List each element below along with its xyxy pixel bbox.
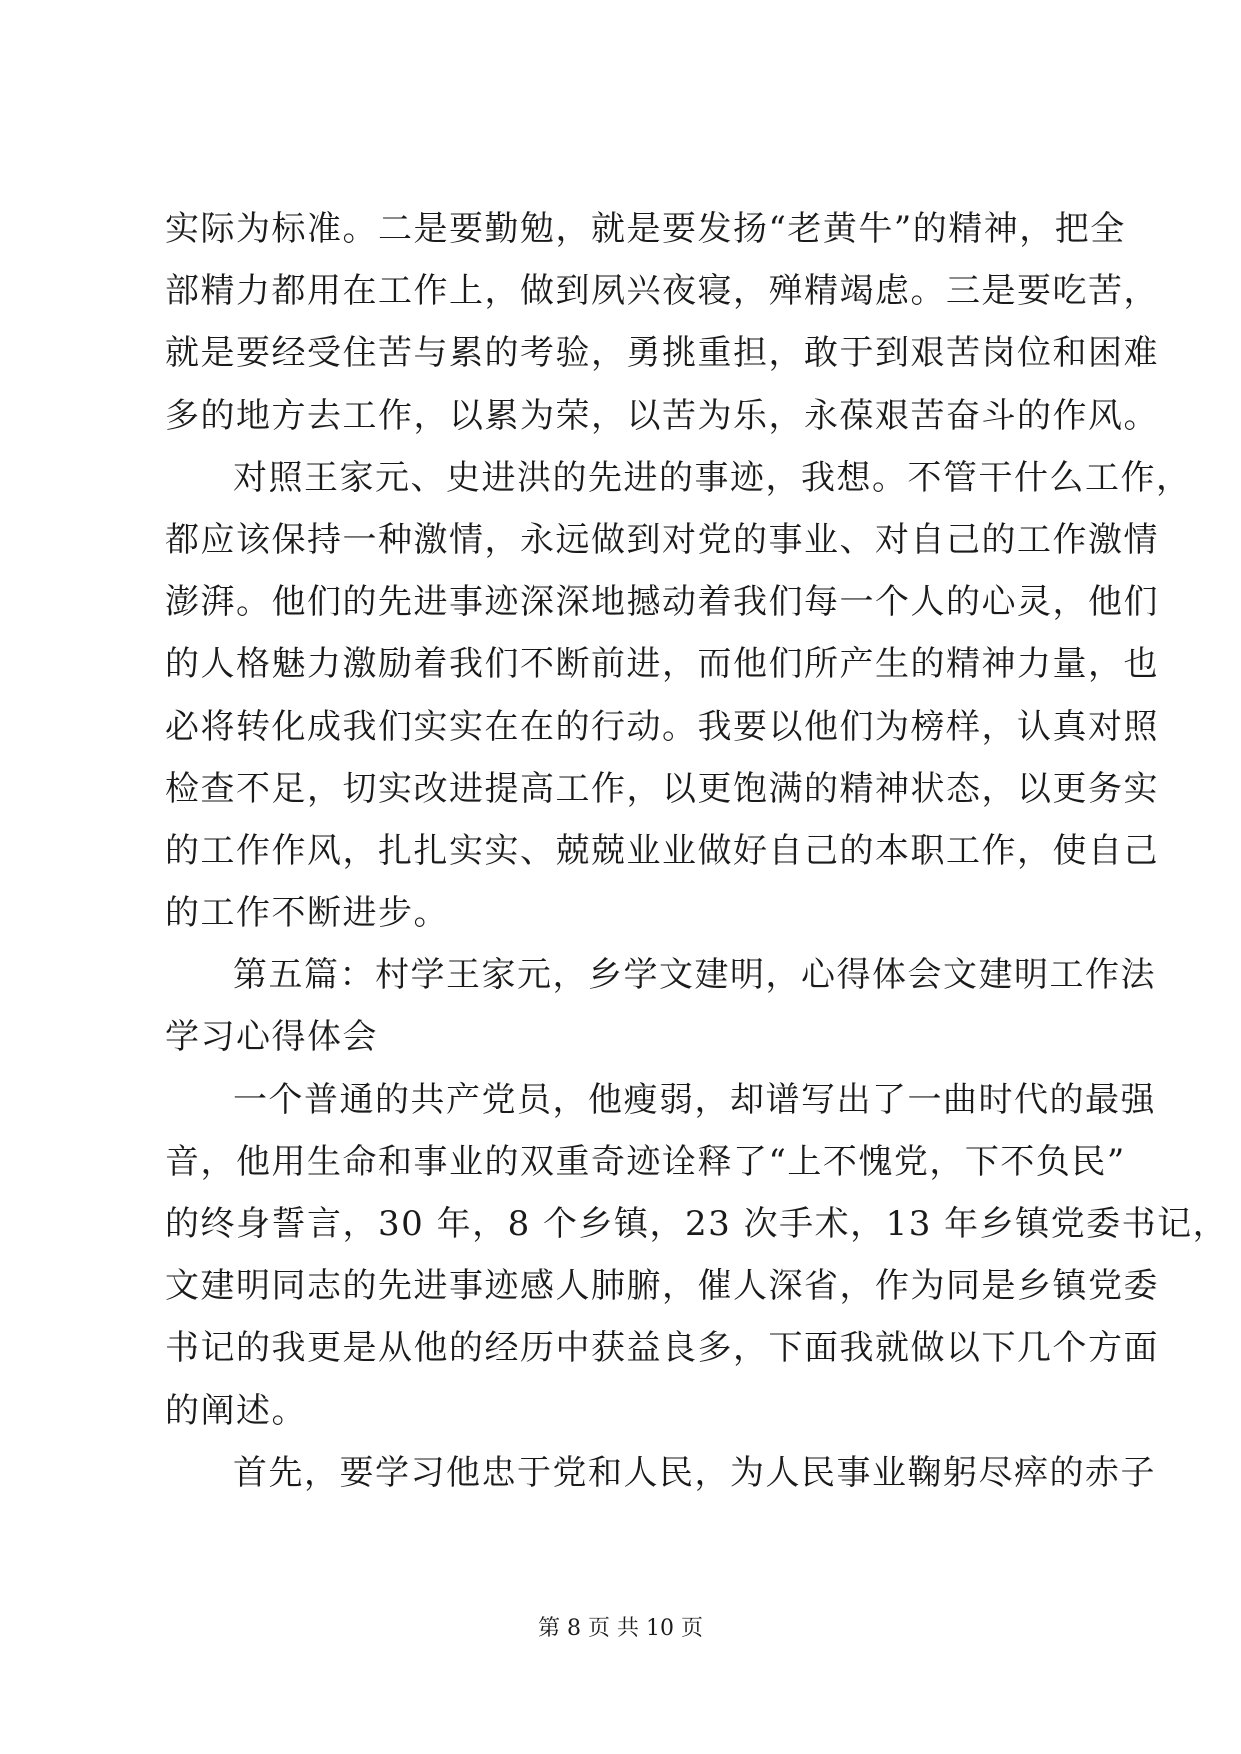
section-heading: 第五篇：村学王家元，乡学文建明，心得体会文建明工作法 [233,955,1156,996]
paragraph-first-line: 一个普通的共产党员，他瘦弱，却谱写出了一曲时代的最强 [233,1079,1156,1120]
section-heading-continued: 学习心得体会 [165,1017,378,1058]
text-line: 部精力都用在工作上，做到夙兴夜寝，殚精竭虑。三是要吃苦， [165,271,1159,312]
text-line: 多的地方去工作，以累为荣，以苦为乐，永葆艰苦奋斗的作风。 [165,395,1159,436]
text-line: 书记的我更是从他的经历中获益良多，下面我就做以下几个方面 [165,1328,1159,1369]
page-number-footer: 第 8 页 共 10 页 [538,1616,703,1641]
text-line: 必将转化成我们实实在在的行动。我要以他们为榜样，认真对照 [165,706,1159,747]
text-line: 澎湃。他们的先进事迹深深地撼动着我们每一个人的心灵，他们 [165,582,1159,623]
text-line: 的终身誓言，30 年，8 个乡镇，23 次手术，13 年乡镇党委书记， [165,1204,1229,1244]
text-line: 就是要经受住苦与累的考验，勇挑重担，敢于到艰苦岗位和困难 [165,333,1159,374]
text-line: 的阐述。 [165,1390,307,1431]
text-line: 检查不足，切实改进提高工作，以更饱满的精神状态，以更务实 [165,768,1159,809]
text-line: 音，他用生命和事业的双重奇迹诠释了“上不愧党，下不负民” [165,1141,1126,1182]
paragraph-first-line: 首先，要学习他忠于党和人民，为人民事业鞠躬尽瘁的赤子 [233,1452,1156,1493]
text-line: 的工作不断进步。 [165,893,449,934]
text-line: 的人格魅力激励着我们不断前进，而他们所产生的精神力量，也 [165,644,1159,685]
text-line: 都应该保持一种激情，永远做到对党的事业、对自己的工作激情 [165,519,1159,560]
text-line: 文建明同志的先进事迹感人肺腑，催人深省，作为同是乡镇党委 [165,1266,1159,1307]
body-text [165,198,1229,1504]
text-line: 实际为标准。二是要勤勉，就是要发扬“老黄牛”的精神，把全 [165,209,1126,249]
text-line: 的工作作风，扎扎实实、兢兢业业做好自己的本职工作，使自己 [165,830,1159,871]
paragraph-first-line: 对照王家元、史进洪的先进的事迹，我想。不管干什么工作， [233,457,1192,498]
